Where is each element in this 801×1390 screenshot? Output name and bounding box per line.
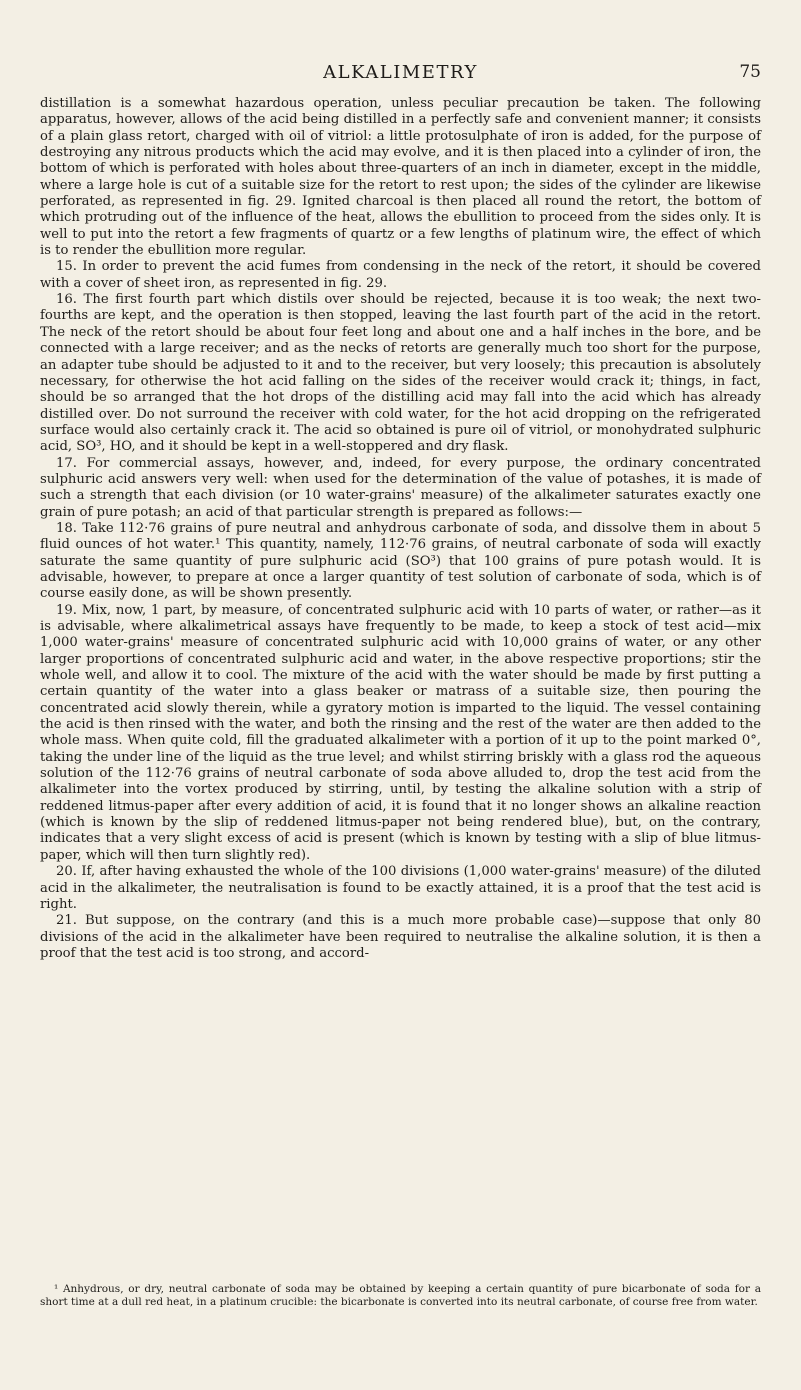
footnotes [40,1283,761,1308]
paragraph: 20. If, after having exhausted the whole of the 100 divisions (1,000 water-grains' measure) of the diluted acid in the alkalimeter, the neutralisation is found to be exactly attained, it is a proof that the test acid is right. [40,864,761,912]
paragraph: 16. The first fourth part which distils over should be rejected, because it is too weak; the next two-fourths are kept, and the operation is then stopped, leaving the last fourth part of the acid in the retort. The neck of the retort should be about four feet long and about one and a half inches in the bore, and be connected with a large receiver; and as the necks of retorts are generally much too short for the purpose, an adapter tube should be adjusted to it and to the receiver, but very loosely; this precaution is absolutely necessary, for otherwise the hot acid falling on the sides of the receiver would crack it; things, in fact, should be so arranged that the hot drops of the distilling acid may fall into the acid which has already distilled over. Do not surround the receiver with cold water, for the hot acid dropping on the refrigerated surface would also certainly crack it. The acid so obtained is pure oil of vitriol, or monohydrated sulphuric acid, SO³, HO, and it should be kept in a well-stoppered and dry flask. [40,292,761,455]
paragraph: 17. For commercial assays, however, and, indeed, for every purpose, the ordinary concentrated sulphuric acid answers very well: when used for the determination of the value of potashes, it is made of such a strength that each division (or 10 water-grains' measure) of the alkalimeter saturates exactly one grain of pure potash; an acid of that particular strength is prepared as follows:— [40,455,761,520]
footnote: ¹ Anhydrous, or dry, neutral carbonate of soda may be obtained by keeping a certain quantity of pure bicarbonate of soda for a short time at a dull red heat, in a platinum crucible: the bicarbonate is converted into its neutral carbonate, of course free from water. [40,1283,761,1308]
running-title: ALKALIMETRY [323,62,478,83]
paragraph: 21. But suppose, on the contrary (and this is a much more probable case)—suppose that only 80 divisions of the acid in the alkalimeter have been required to neutralise the alkaline solution, it is then a proof that the test acid is too strong, and accord- [40,913,761,961]
paragraph: 19. Mix, now, 1 part, by measure, of concentrated sulphuric acid with 10 parts of water, or rather—as it is advisable, where alkalimetrical assays have frequently to be made, to keep a stock of test acid—mix 1,000 water-grains' measure of concentrated sulphuric acid with 10,000 grains of water, or any other larger proportions of concentrated sulphuric acid and water, in the above respective proportions; stir the whole well, and allow it to cool. The mixture of the acid with the water should be made by first putting a certain quantity of the water into a glass beaker or matrass of a suitable size, then pouring the concentrated acid slowly therein, while a gyratory motion is imparted to the liquid. The vessel containing the acid is then rinsed with the water, and both the rinsing and the rest of the water are then added to the whole mass. When quite cold, fill the graduated alkalimeter with a portion of it up to the point marked 0°, taking the under line of the liquid as the true level; and whilst stirring briskly with a glass rod the aqueous solution of the 112·76 grains of neutral carbonate of soda above alluded to, drop the test acid from the alkalimeter into the vortex produced by stirring, until, by testing the alkaline solution with a strip of reddened litmus-paper after every addition of acid, it is found that it no longer shows an alkaline reaction (which is known by the slip of reddened litmus-paper not being rendered blue), but, on the contrary, indicates that a very slight excess of acid is present (which is known by testing with a slip of blue litmus-paper, which will then turn slightly red). [40,602,761,863]
page-header [40,62,761,88]
paragraph: 18. Take 112·76 grains of pure neutral and anhydrous carbonate of soda, and dissolve them in about 5 fluid ounces of hot water.¹ This quantity, namely, 112·76 grains, of neutral carbonate of soda will exactly saturate the same quantity of pure sulphuric acid (SO³) that 100 grains of pure potash would. It is advisable, however, to prepare at once a larger quantity of test solution of carbonate of soda, which is of course easily done, as will be shown presently. [40,520,761,602]
body-text [40,96,761,962]
paragraph: distillation is a somewhat hazardous operation, unless peculiar precaution be taken. The following apparatus, however, allows of the acid being distilled in a perfectly safe and convenient manner; it consists of a plain glass retort, charged with oil of vitriol: a little protosulphate of iron is added, for the purpose of destroying any nitrous products which the acid may evolve, and it is then placed into a cylinder of iron, the bottom of which is perforated with holes about three-quarters of an inch in diameter, except in the middle, where a large hole is cut of a suitable size for the retort to rest upon; the sides of the cylinder are likewise perforated, as represented in fig. 29. Ignited charcoal is then placed all round the retort, the bottom of which protruding out of the influence of the heat, allows the ebullition to proceed from the sides only. It is well to put into the retort a few fragments of quartz or a few lengths of platinum wire, the effect of which is to render the ebullition more regular. [40,96,761,259]
page-number: 75 [739,62,761,82]
paragraph: 15. In order to prevent the acid fumes from condensing in the neck of the retort, it should be covered with a cover of sheet iron, as represented in fig. 29. [40,259,761,291]
